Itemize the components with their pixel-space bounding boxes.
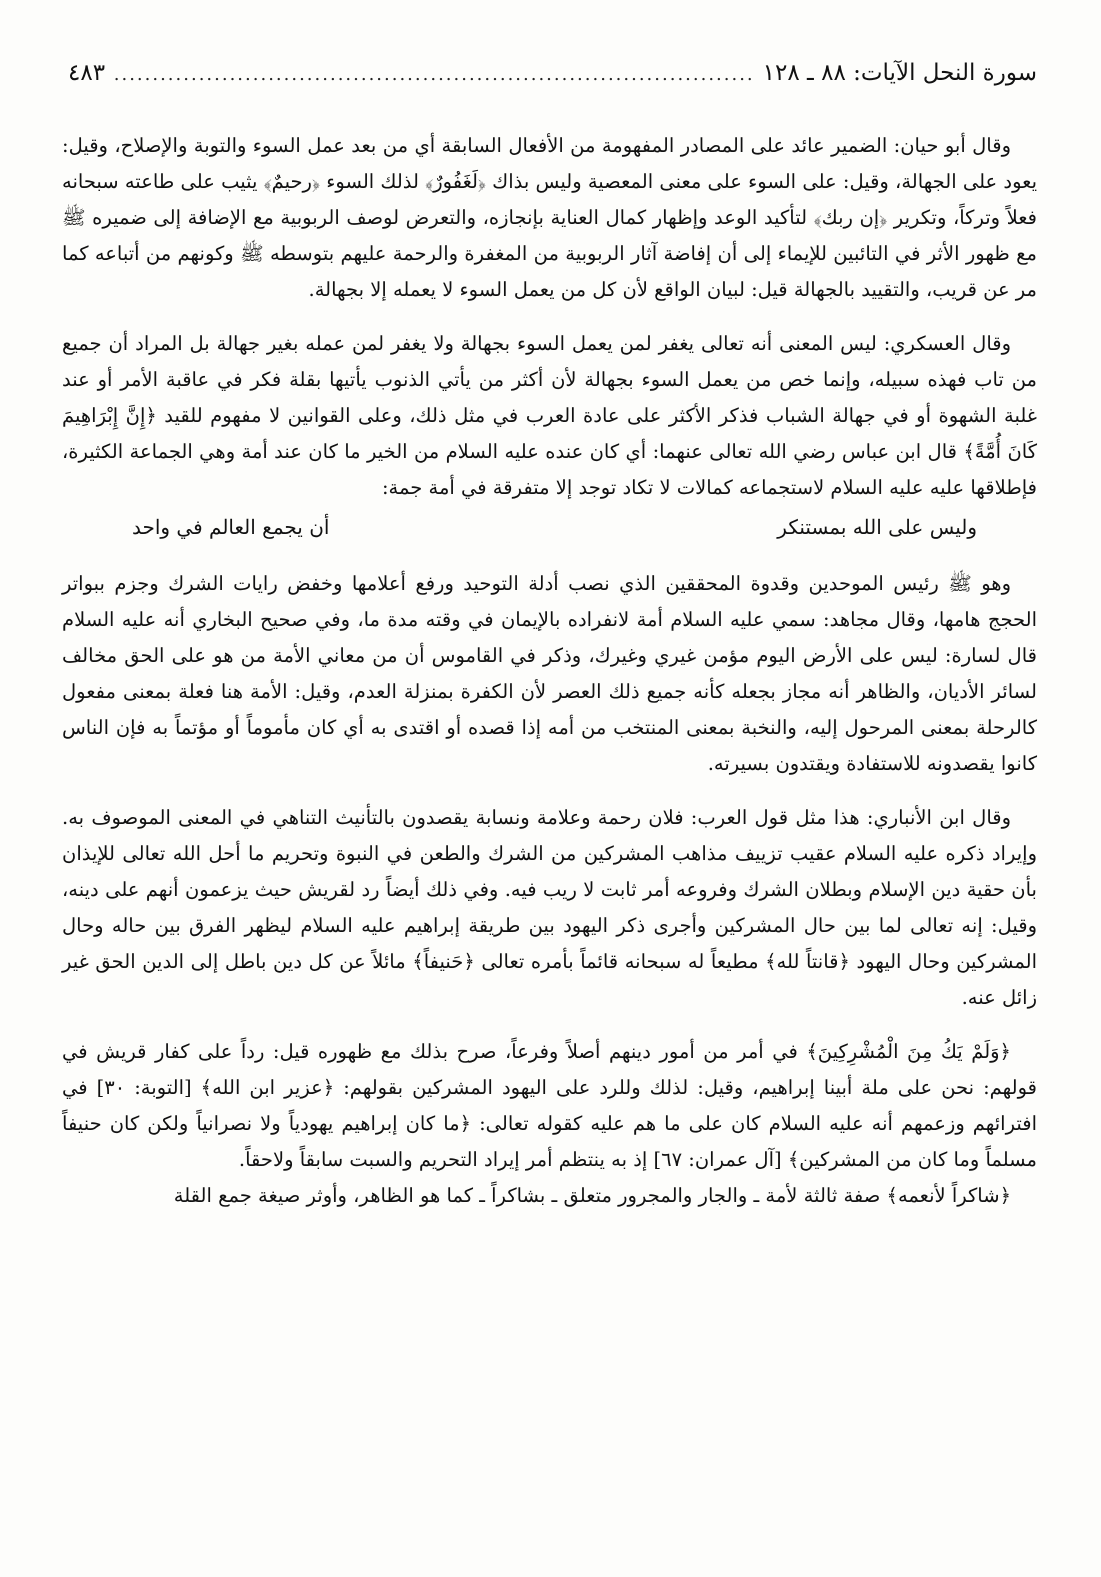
header-leader-dots bbox=[113, 64, 755, 85]
verse-hemistich-1: وليس على الله بمستنكر bbox=[777, 515, 977, 539]
page-body bbox=[62, 128, 1037, 1214]
paragraph-continued: ﴿شاكراً لأنعمه﴾ صفة ثالثة لأمة ـ والجار والمجرور متعلق ـ بشاكراً ـ كما هو الظاهر، وأوثر صيغة جمع القلة bbox=[173, 1184, 1011, 1207]
verse-hemistich-2: أن يجمع العالم في واحد bbox=[132, 515, 330, 539]
paragraph: ﴿وَلَمْ يَكُ مِنَ الْمُشْرِكِينَ﴾ في أمر من أمور دينهم أصلاً وفرعاً، صرح بذلك مع ظهوره قيل: رداً على كفار قريش في قولهم: نحن على ملة أبينا إبراهيم، وقيل: لذلك وللرد على اليهود المشركين بقولهم: ﴿عزير ابن الله﴾ [التوبة: ٣٠] في افترائهم وزعمهم أنه عليه السلام كان على ما هم عليه كقوله تعالى: ﴿ما كان إبراهيم يهودياً ولا نصرانياً ولكن كان حنيفاً مسلماً وما كان من المشركين﴾ [آل عمران: ٦٧] إذ به ينتظم أمر إيراد التحريم والسبت سابقاً ولاحقاً. bbox=[62, 1040, 1037, 1171]
header-title: سورة النحل الآيات: ٨٨ ـ ١٢٨ bbox=[762, 60, 1037, 86]
paragraph: وهو ﷺ رئيس الموحدين وقدوة المحققين الذي نصب أدلة التوحيد ورفع أعلامها وخفض رايات الشرك وجزم ببواتر الحجج هامها، وقال مجاهد: سمي عليه السلام أمة لانفراده بالإيمان في وقته مدة ما، وفي صحيح البخاري أنه عليه السلام قال لسارة: ليس على الأرض اليوم مؤمن غيري وغيرك، وذكر في القاموس أن من معاني الأمة من هو على الحق مخالف لسائر الأديان، والظاهر أنه مجاز بجعله كأنه جميع ذلك العصر لأن الكفرة بمنزلة العدم، وقيل: الأمة هنا فعلة بمعنى مفعول كالرحلة بمعنى المرحول إليه، والنخبة بمعنى المنتخب من أمه إذا قصده أو اقتدى به أي كان مأموماً أو مؤتماً به فإن الناس كانوا يقصدونه للاستفادة ويقتدون بسيرته. bbox=[62, 572, 1037, 775]
poetry-verse bbox=[62, 506, 1037, 548]
page-number: ٤٨٣ bbox=[68, 60, 106, 86]
paragraph: وقال أبو حيان: الضمير عائد على المصادر المفهومة من الأفعال السابقة أي من بعد عمل السوء والتوبة والإصلاح، وقيل: يعود على الجهالة، وقيل: على السوء على معنى المعصية وليس بذاك ﴿لَغَفُورٌ﴾ لذلك السوء ﴿رحيمٌ﴾ يثيب على طاعته سبحانه فعلاً وتركاً، وتكرير ﴿إن ربك﴾ لتأكيد الوعد وإظهار كمال العناية بإنجازه، والتعرض لوصف الربوبية مع الإضافة إلى ضميره ﷺ مع ظهور الأثر في التائبين للإيماء إلى أن إفاضة آثار الربوبية من المغفرة والرحمة عليهم بتوسطه ﷺ وكونهم من أتباعه كما مر عن قريب، والتقييد بالجهالة قيل: لبيان الواقع لأن كل من يعمل السوء لا يعمله إلا بجهالة. bbox=[62, 134, 1037, 301]
paragraph: وقال العسكري: ليس المعنى أنه تعالى يغفر لمن يعمل السوء بجهالة ولا يغفر لمن عمله بغير جهالة بل المراد أن جميع من تاب فهذه سبيله، وإنما خص من يعمل السوء بجهالة لأن أكثر من يأتي الذنوب يأتيها بقلة فكر في عاقبة الأمر أو عند غلبة الشهوة أو في جهالة الشباب فذكر الأكثر على عادة العرب في مثل ذلك، وعلى القوانين لا مفهوم للقيد ﴿إِنَّ إِبْرَاهِيمَ كَانَ أُمَّةً﴾ قال ابن عباس رضي الله تعالى عنهما: أي كان عنده عليه السلام من الخير ما كان عند أمة وهي الجماعة الكثيرة، فإطلاقها عليه عليه السلام لاستجماعه كمالات لا تكاد توجد إلا متفرقة في أمة جمة: bbox=[62, 332, 1037, 499]
running-header bbox=[62, 60, 1037, 100]
paragraph: وقال ابن الأنباري: هذا مثل قول العرب: فلان رحمة وعلامة ونسابة يقصدون بالتأنيث التناهي في المعنى الموصوف به. وإيراد ذكره عليه السلام عقيب تزييف مذاهب المشركين من الشرك والطعن في النبوة وتحريم ما أحل الله تعالى للإيذان بأن حقية دين الإسلام وبطلان الشرك وفروعه أمر ثابت لا ريب فيه. وفي ذلك أيضاً رد لقريش حيث يزعمون أنهم على دينه، وقيل: إنه تعالى لما بين حال المشركين وأجرى ذكر اليهود بين طريقة إبراهيم عليه السلام ليظهر الفرق بين حاله وحال المشركين وحال اليهود ﴿قانتاً لله﴾ مطيعاً له سبحانه قائماً بأمره تعالى ﴿حَنيفاً﴾ مائلاً عن كل دين باطل إلى الدين الحق غير زائل عنه. bbox=[62, 806, 1037, 1009]
